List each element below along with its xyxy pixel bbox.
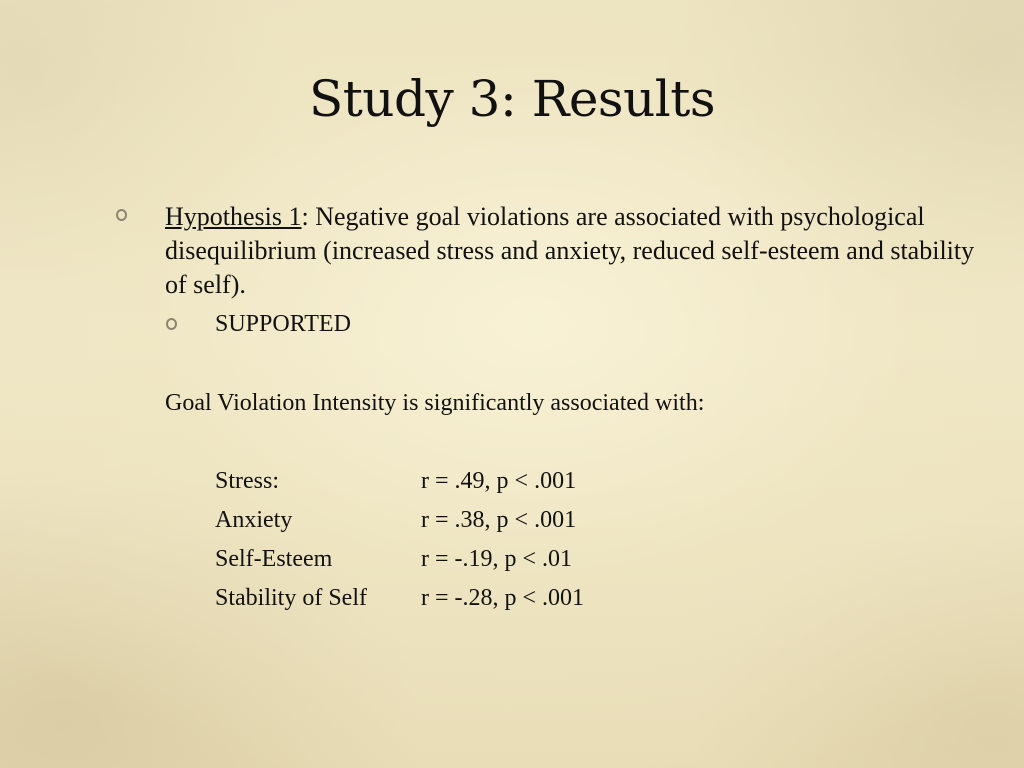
stat-value: r = -.28, p < .001 <box>421 585 585 611</box>
stat-value: r = -.19, p < .01 <box>421 546 573 572</box>
stat-row-stress <box>215 466 584 505</box>
hypothesis-text: : Negative goal violations are associated with psychological disequilibrium (increased stress and anxiety, reduced self-esteem and stability of self). <box>165 202 975 299</box>
stats-table <box>215 466 584 622</box>
intro-text: Goal Violation Intensity is significantly associated with: <box>165 390 705 416</box>
slide-title: Study 3: Results <box>308 70 716 128</box>
sub-bullet-circle-icon <box>166 318 177 330</box>
stat-name: Stability of Self <box>215 585 367 611</box>
bullet-circle-icon <box>116 209 127 221</box>
stat-name: Anxiety <box>215 507 293 533</box>
stat-row-anxiety <box>215 505 584 544</box>
stat-value: r = .49, p < .001 <box>421 468 577 494</box>
stat-name: Self-Esteem <box>215 546 333 572</box>
hypothesis-bullet <box>165 200 995 302</box>
stat-row-self-esteem <box>215 544 584 583</box>
stat-name: Stress: <box>215 468 280 494</box>
stat-row-stability-of-self <box>215 583 584 622</box>
stat-value: r = .38, p < .001 <box>421 507 577 533</box>
hypothesis-label: Hypothesis 1 <box>165 202 302 231</box>
supported-text: SUPPORTED <box>215 311 351 337</box>
